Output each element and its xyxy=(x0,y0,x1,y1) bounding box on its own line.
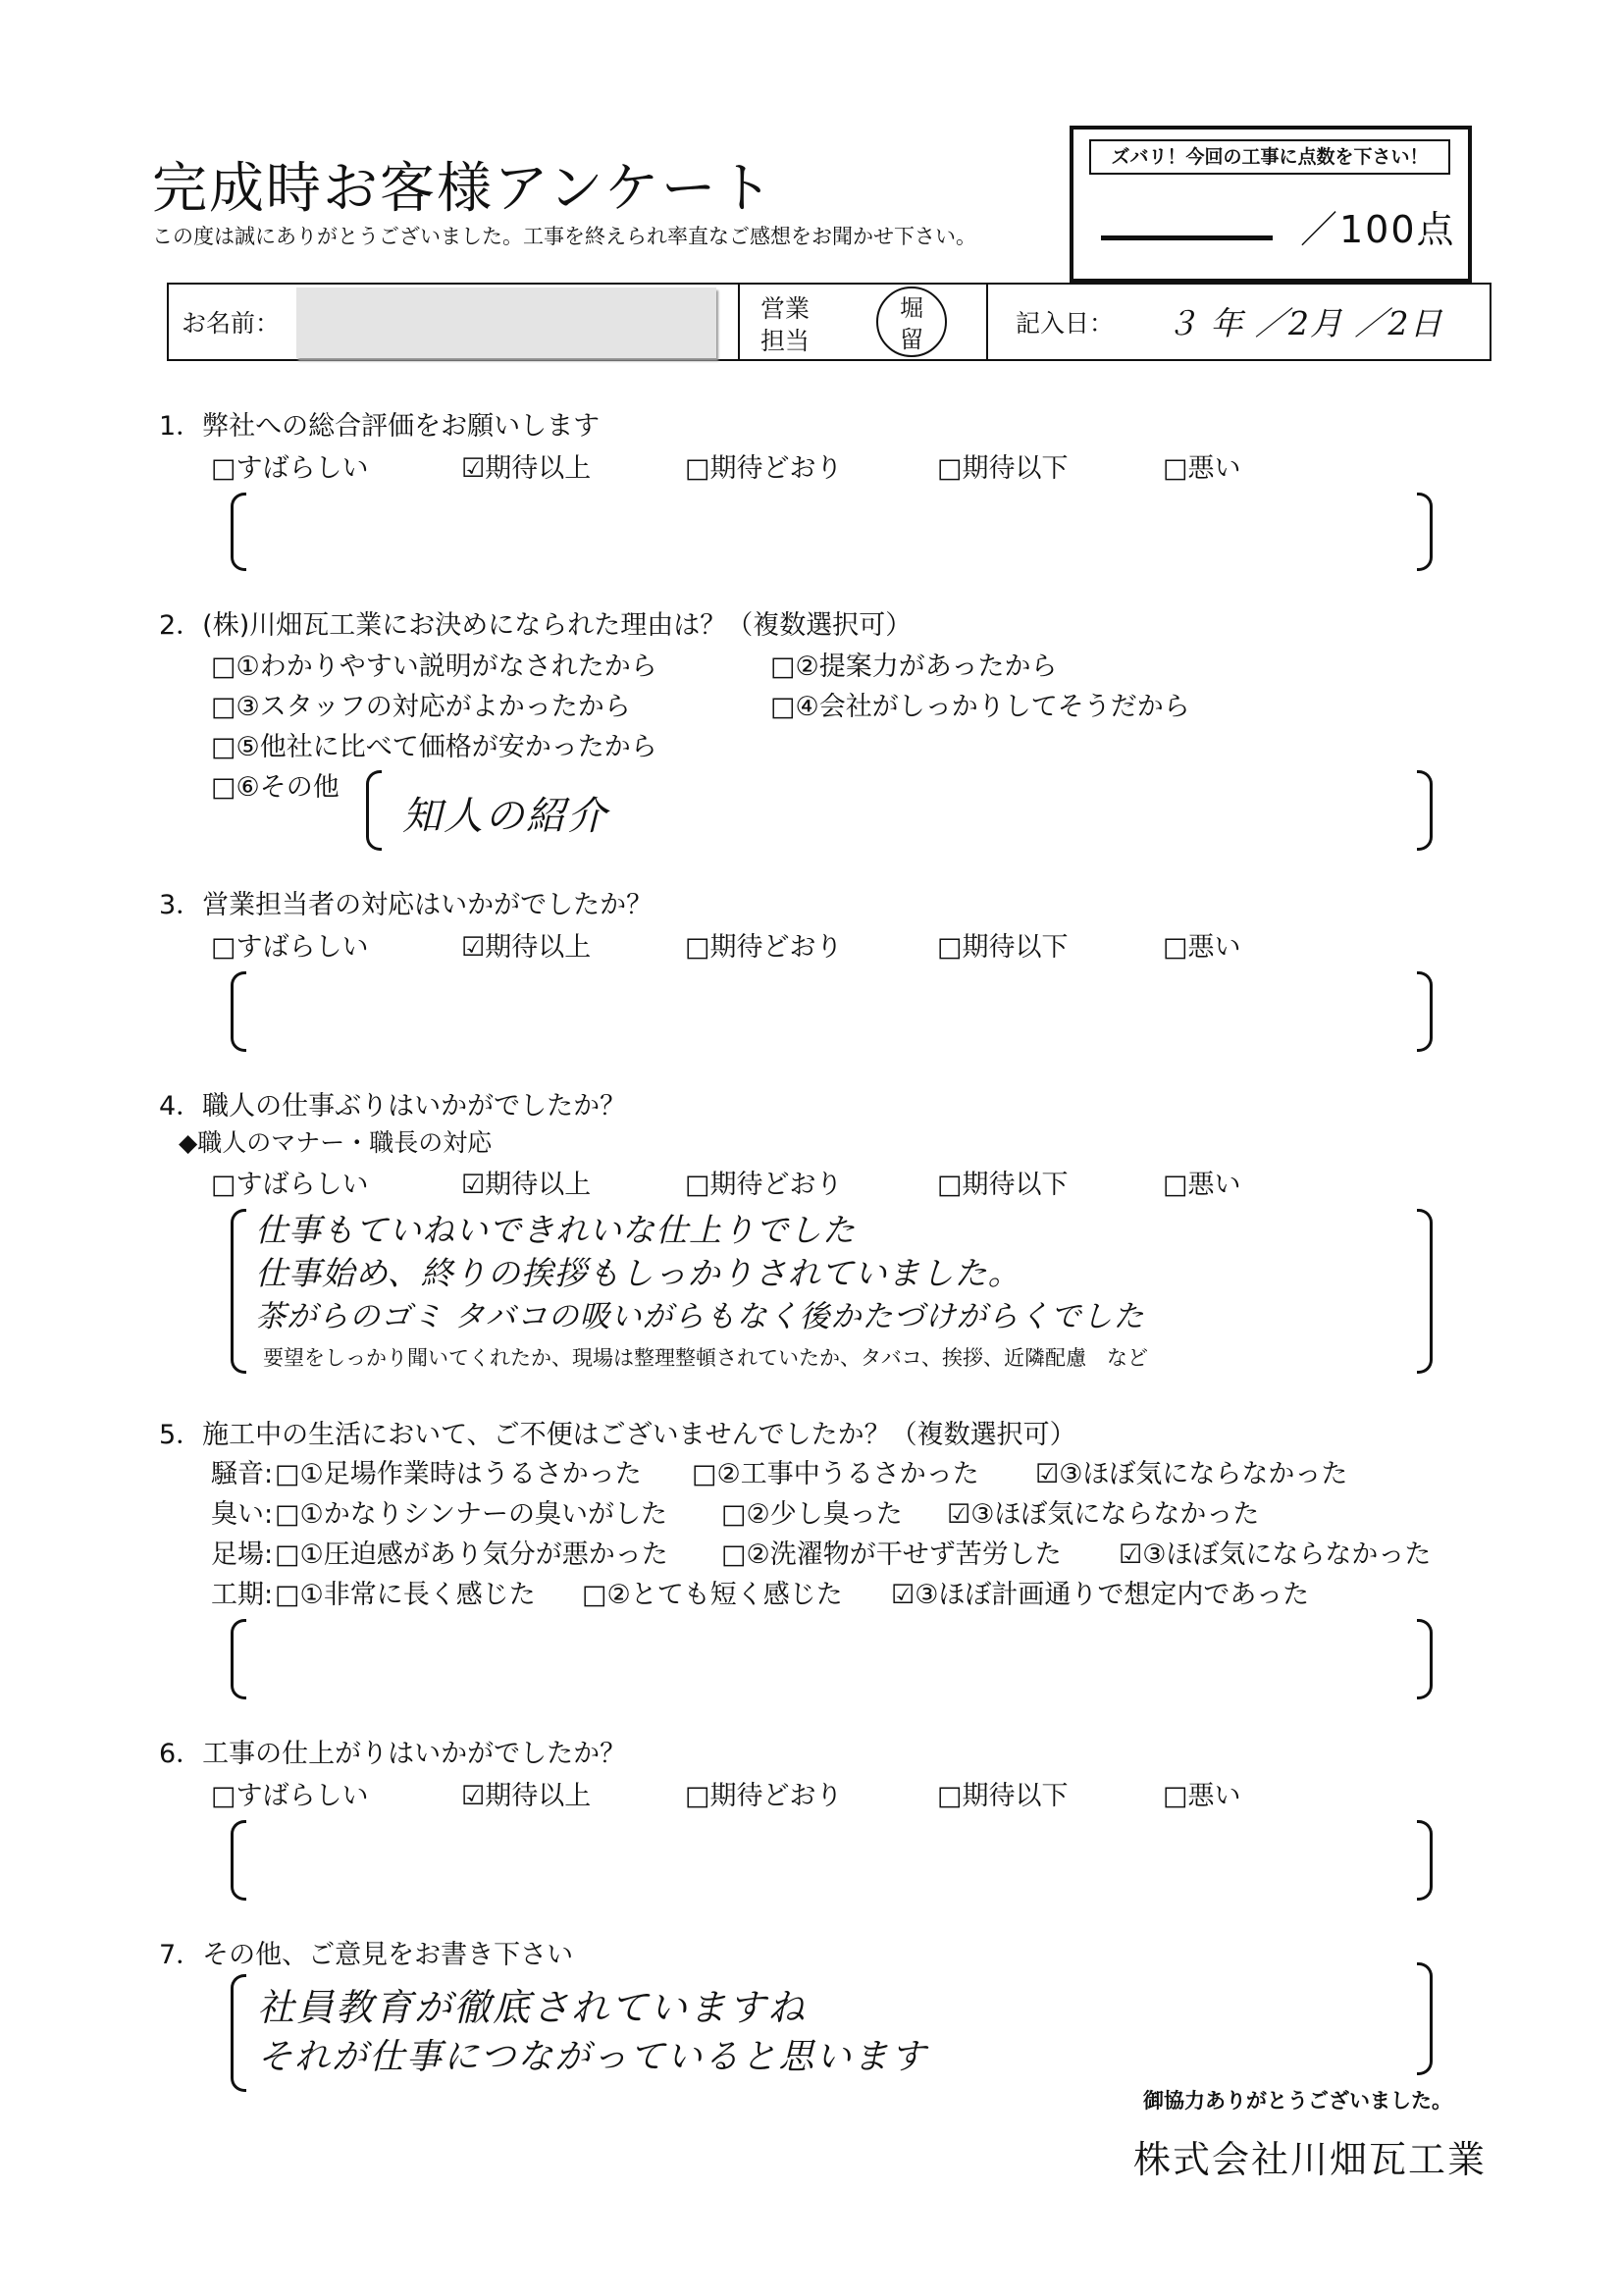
q5-row-prefix: 騒音: xyxy=(211,1459,274,1489)
q4-option[interactable]: ☑期待以上 xyxy=(461,1170,592,1200)
q7-comment-line: 社員教育が徹底されていますね xyxy=(257,1986,808,2029)
comment-bracket-left xyxy=(231,1820,246,1901)
q4-hint: 要望をしっかり聞いてくれたか、現場は整理整頓されていたか、タバコ、挨拶、近隣配慮 など xyxy=(263,1346,1148,1370)
q2-other-comment: 知人の紹介 xyxy=(402,794,608,839)
score-blank xyxy=(1101,235,1273,240)
name-label: お名前： xyxy=(182,309,281,338)
sales-stamp xyxy=(876,287,947,357)
q6-option[interactable]: ☑期待以上 xyxy=(461,1781,592,1811)
comment-bracket-right xyxy=(1417,1619,1433,1699)
q6-label: 6．工事の仕上がりはいかがでしたか？ xyxy=(159,1739,627,1769)
q5-option[interactable]: □①足場作業時はうるさかった xyxy=(275,1459,642,1489)
q1-option[interactable]: ☑期待以上 xyxy=(461,453,592,484)
q1-option[interactable]: □期待どおり xyxy=(685,453,843,484)
q6-option[interactable]: □期待以下 xyxy=(937,1781,1069,1811)
q5-option[interactable]: ☑③ほぼ気にならなかった xyxy=(947,1499,1260,1530)
q5-option[interactable]: □②とても短く感じた xyxy=(582,1580,843,1610)
q5-row-prefix: 足場: xyxy=(211,1539,274,1570)
stamp-char: 留 xyxy=(900,326,923,353)
q3-label: 3．営業担当者の対応はいかがでしたか？ xyxy=(159,890,654,920)
q4-option[interactable]: □すばらしい xyxy=(211,1170,369,1200)
comment-bracket-right xyxy=(1417,1820,1433,1901)
comment-bracket-right xyxy=(1417,971,1433,1052)
q4-comment-line: 仕事始め、終りの挨拶もしっかりされていました。 xyxy=(255,1254,1021,1292)
q4-comment-line: 仕事もていねいできれいな仕上りでした xyxy=(255,1211,856,1249)
comment-bracket-left xyxy=(231,1974,246,2092)
q3-option[interactable]: □期待どおり xyxy=(685,932,843,963)
q5-option[interactable]: □②洗濯物が干せず苦労した xyxy=(721,1539,1062,1570)
comment-bracket-left xyxy=(231,1209,246,1374)
q5-label: 5．施工中の生活において、ご不便はございませんでしたか？（複数選択可） xyxy=(159,1420,1076,1450)
date-value: ３ 年 ／2月 ／2日 xyxy=(1166,304,1443,342)
page-subtitle: この度は誠にありがとうございました。工事を終えられ率直なご感想をお聞かせ下さい。 xyxy=(152,225,976,248)
comment-bracket-right xyxy=(1417,493,1433,571)
header-divider xyxy=(986,283,988,361)
comment-bracket-right xyxy=(1417,770,1433,851)
comment-bracket-left xyxy=(231,1619,246,1699)
q2-option[interactable]: □④会社がしっかりしてそうだから xyxy=(770,692,1190,722)
q3-option[interactable]: ☑期待以上 xyxy=(461,932,592,963)
q4-option[interactable]: □期待どおり xyxy=(685,1170,843,1200)
q5-option[interactable]: □①非常に長く感じた xyxy=(275,1580,536,1610)
score-value: ／100点 xyxy=(1300,208,1456,251)
q1-option[interactable]: □すばらしい xyxy=(211,453,369,484)
q2-option[interactable]: □③スタッフの対応がよかったから xyxy=(211,692,631,722)
footer-thanks: 御協力ありがとうございました。 xyxy=(1143,2089,1452,2113)
q2-option[interactable]: □⑤他社に比べて価格が安かったから xyxy=(211,732,657,762)
q6-option[interactable]: □悪い xyxy=(1163,1781,1241,1811)
q4-option[interactable]: □期待以下 xyxy=(937,1170,1069,1200)
q5-option[interactable]: ☑③ほぼ気にならなかった xyxy=(1035,1459,1348,1489)
comment-bracket-left xyxy=(231,971,246,1052)
q2-option[interactable]: □②提案力があったから xyxy=(770,652,1058,682)
q5-option[interactable]: □①かなりシンナーの臭いがした xyxy=(275,1499,668,1530)
sales-label-2: 担当 xyxy=(760,327,811,355)
q5-row-prefix: 臭い: xyxy=(211,1499,274,1530)
q1-label: 1．弊社への総合評価をお願いします xyxy=(159,411,601,442)
q1-option[interactable]: □悪い xyxy=(1163,453,1241,484)
score-header: ズバリ！今回の工事に点数を下さい！ xyxy=(1089,139,1450,175)
q1-option[interactable]: □期待以下 xyxy=(937,453,1069,484)
q5-option[interactable]: ☑③ほぼ計画通りで想定内であった xyxy=(891,1580,1310,1610)
comment-bracket-left xyxy=(231,493,246,571)
q4-label: 4．職人の仕事ぶりはいかがでしたか？ xyxy=(159,1091,627,1122)
q2-label: 2．(株)川畑瓦工業にお決めになられた理由は？（複数選択可） xyxy=(159,610,913,641)
date-label: 記入日： xyxy=(1016,309,1115,338)
q5-option[interactable]: □②工事中うるさかった xyxy=(692,1459,979,1489)
name-field-redacted xyxy=(296,287,716,358)
q3-option[interactable]: □すばらしい xyxy=(211,932,369,963)
comment-bracket-right xyxy=(1417,1209,1433,1374)
q5-option[interactable]: ☑③ほぼ気にならなかった xyxy=(1119,1539,1432,1570)
q6-option[interactable]: □期待どおり xyxy=(685,1781,843,1811)
q4-subheading: ◆職人のマナー・職長の対応 xyxy=(179,1128,493,1157)
q2-option[interactable]: □⑥その他 xyxy=(211,772,340,803)
q2-option[interactable]: □①わかりやすい説明がなされたから xyxy=(211,652,657,682)
q7-comment-line: それが仕事につながっていると思います xyxy=(257,2037,928,2077)
q6-option[interactable]: □すばらしい xyxy=(211,1781,369,1811)
page-title: 完成時お客様アンケート xyxy=(152,157,775,221)
q4-option[interactable]: □悪い xyxy=(1163,1170,1241,1200)
stamp-char: 堀 xyxy=(900,294,923,322)
q3-option[interactable]: □悪い xyxy=(1163,932,1241,963)
q4-comment-line: 茶がらのゴミ タバコの吸いがらもなく後かたづけがらくでした xyxy=(255,1299,1145,1334)
q7-label: 7．その他、ご意見をお書き下さい xyxy=(159,1940,574,1970)
comment-bracket-left xyxy=(366,770,382,851)
sales-label: 営業 xyxy=(760,294,811,323)
q3-option[interactable]: □期待以下 xyxy=(937,932,1069,963)
header-divider xyxy=(738,283,740,361)
company-name: 株式会社川畑瓦工業 xyxy=(1133,2138,1488,2181)
q5-row-prefix: 工期: xyxy=(211,1580,274,1610)
q5-option[interactable]: □①圧迫感があり気分が悪かった xyxy=(275,1539,668,1570)
q5-option[interactable]: □②少し臭った xyxy=(721,1499,903,1530)
comment-bracket-right xyxy=(1417,1962,1433,2075)
